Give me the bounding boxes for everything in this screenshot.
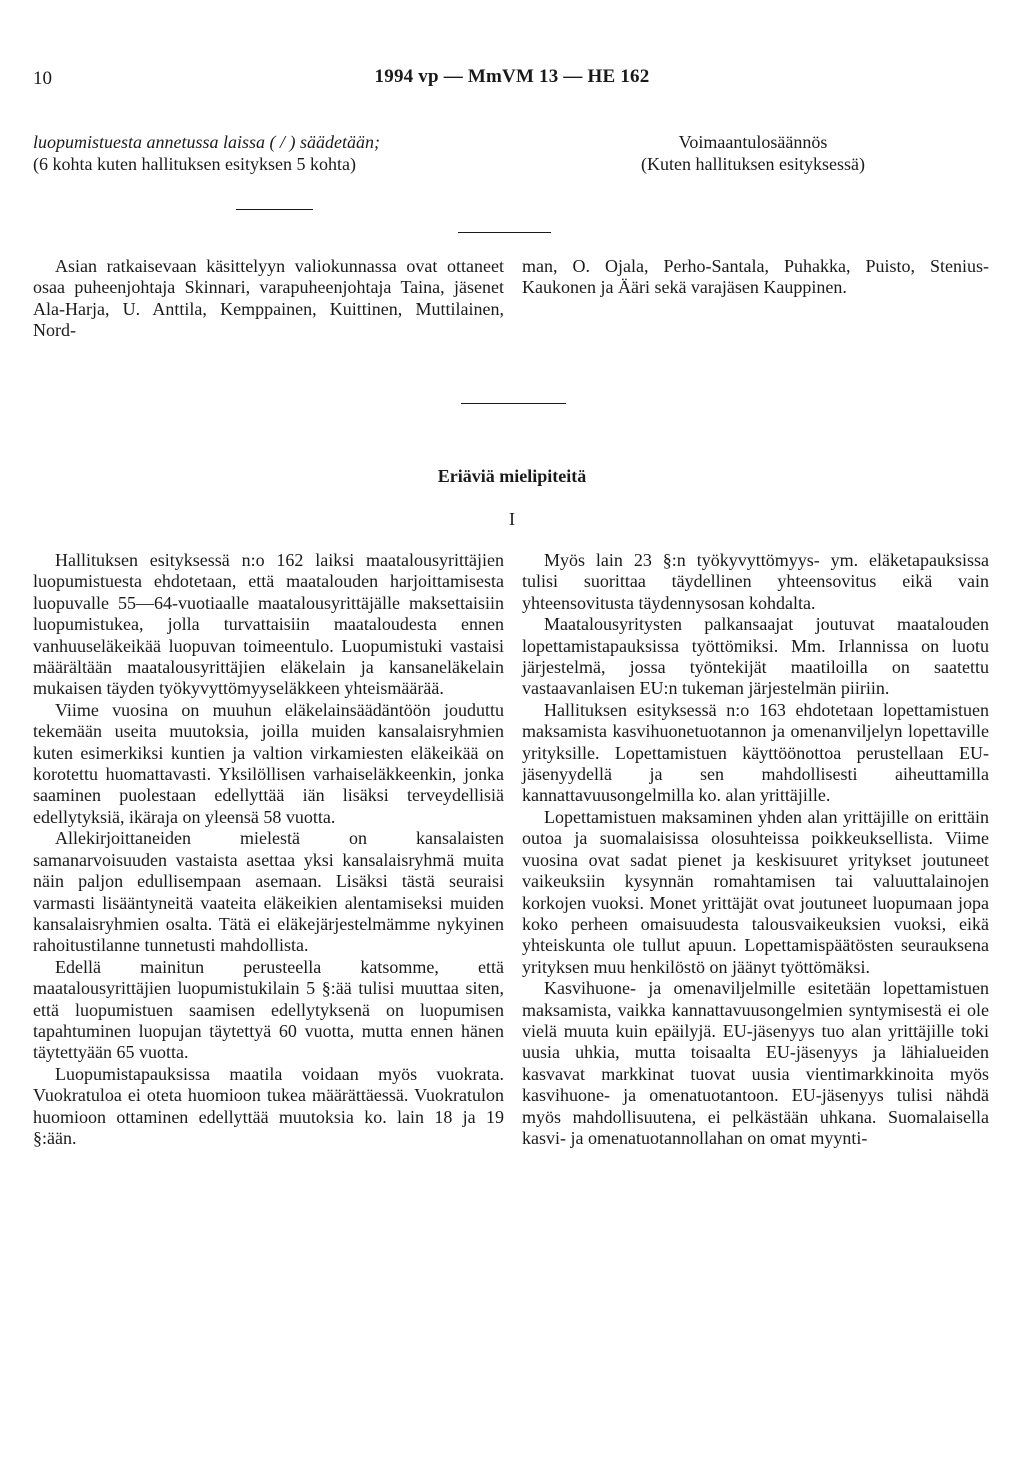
committee-right: [522, 256, 989, 299]
rule-center: [461, 403, 566, 404]
body-right-paragraph: Hallituksen esityksessä n:o 163 ehdotetaan lopettamistuen maksamista kasvihuonetuotannon ja omenanviljelyn lopettaville yrityksille. Lopettamistuen käyttöönottoa perustellaan EU-jäsenyydellä ja sen mahdollisesti aiheuttamilla kannattavuusongelmilla ko. alan yrittäjille.: [522, 699, 989, 806]
intro-right-note: (Kuten hallituksen esityksessä): [641, 154, 865, 174]
body-right-paragraph: Myös lain 23 §:n työkyvyttömyys- ym. eläketapauksissa tulisi suorittaa täydellinen yhteensovitus eikä vain yhteensovitusta täydennysosan kohdalta.: [522, 550, 989, 613]
intro-left-italic: luopumistuesta annetussa laissa ( / ) säädetään;: [33, 132, 380, 152]
intro-left: [33, 131, 511, 175]
intro-right-title: Voimaantulosäännös: [678, 132, 828, 152]
rule-right: [458, 232, 551, 233]
body-right-paragraph: Maatalousyritysten palkansaajat joutuvat maatalouden lopettamistapauksissa työttömiksi. Mm. Irlannissa on luotu järjestelmä, jossa työntekijät maatiloilla on saatettu vastaavanlaisen EU:n tukeman järjestelmän piiriin.: [522, 614, 989, 699]
section-numeral: I: [509, 509, 515, 529]
intro-left-plain: (6 kohta kuten hallituksen esityksen 5 kohta): [33, 154, 356, 174]
body-left-paragraph: Edellä mainitun perusteella katsomme, että maatalousyrittäjien luopumistukilain 5 §:ää tulisi muuttaa siten, että luopumistuen saamisen edellytyksenä on luopumisen tapahtuminen luopujan täytettyä 60 vuotta, mutta ennen hänen täytettyään 65 vuotta.: [33, 956, 504, 1063]
body-left-paragraph: Allekirjoittaneiden mielestä on kansalaisten samanarvoisuuden vastaista asettaa yksi kansalaisryhmä muita näin paljon edullisempaan asemaan. Lisäksi tästä seuraisi varmasti lisääntyneitä vaateita eläkeikien alentamiseksi muiden kansalaisryhmien osalta. Tätä ei eläkejärjestelmämme nykyinen rahoitustilanne tunnetusti mahdollista.: [33, 828, 504, 956]
body-left-column: [33, 550, 504, 1149]
body-right-paragraph: Kasvihuone- ja omenaviljelmille esitetään lopettamistuen maksamista, vaikka kannattavuusongelmien syntymisestä ei ole vielä muuta kuin epäilyjä. EU-jäsenyys tuo alan yrittäjille toki uusia uhkia, mutta toisaalta EU-jäsenyys ja lähialueiden kasvavat markkinat tuovat uusia vientimarkkinoita myös kasvihuone- ja omenatuotantoon. EU-jäsenyys tulisi nähdä myös mahdollisuutena, ei pelkästään uhkana. Suomalaisella kasvi- ja omenatuotannollahan on omat myynti-: [522, 978, 989, 1148]
body-right-column: [522, 550, 989, 1149]
running-header: 1994 vp — MmVM 13 — HE 162: [374, 66, 650, 87]
body-left-paragraph: Luopumistapauksissa maatila voidaan myös vuokrata. Vuokratuloa ei oteta huomioon tukea määrättäessä. Vuokratulon huomioon ottaminen edellyttää muutoksia ko. lain 18 ja 19 §:ään.: [33, 1063, 504, 1148]
committee-right-text: man, O. Ojala, Perho-Santala, Puhakka, Puisto, Stenius-Kaukonen ja Ääri sekä varajäsen Kauppinen.: [522, 256, 989, 298]
intro-right: [518, 131, 988, 175]
body-right-paragraph: Lopettamistuen maksaminen yhden alan yrittäjille on erittäin outoa ja suomalaisissa olosuhteissa poikkeuksellista. Viime vuosina ovat sadat pienet ja keskisuuret yritykset joutuneet vaikeuksiin kysynnän romahtamisen tai valuuttalainojen korkojen vuoksi. Monet yrittäjät ovat joutuneet luopumaan jopa koko perheen omaisuudesta talousvaikeuksien vuoksi, eikä yhteiskunta ole tullut apuun. Lopettamispäätösten seurauksena yrityksen muu henkilöstö on jäänyt työttömäksi.: [522, 806, 989, 977]
body-left-paragraph: Viime vuosina on muuhun eläkelainsäädäntöön jouduttu tekemään useita muutoksia, joilla muiden kansalaisryhmien kuten esimerkiksi kuntien ja valtion virkamiesten eläkeikää on korotettu huomattavasti. Yksilöllisen varhaiseläkkeenkin, jonka saaminen puolestaan edellyttää iän lisäksi terveydellisiä edellytyksiä, ikäraja on yleensä 58 vuotta.: [33, 699, 504, 827]
section-title: Eriäviä mielipiteitä: [437, 466, 587, 486]
body-left-paragraph: Hallituksen esityksessä n:o 162 laiksi maatalousyrittäjien luopumistuesta ehdotetaan, että maatalouden harjoittamisesta luopuvalle 55—64-vuotiaalle maatalousyrittäjälle maksettaisiin luopumistukea, jolla turvattaisiin maataloudesta ennen vanhuuseläkeikää luopuvan toimeentulo. Luopumistuki vastaisi määrältään maatalousyrittäjien eläkelain ja kansaneläkelain mukaisen täyden työkyvyttömyyseläkkeen yhteismäärää.: [33, 550, 504, 699]
committee-left-text: Asian ratkaisevaan käsittelyyn valiokunnassa ovat ottaneet osaa puheenjohtaja Skinnari, varapuheenjohtaja Taina, jäsenet Ala-Harja, U. Anttila, Kemppainen, Kuittinen, Muttilainen, Nord-: [33, 256, 504, 341]
committee-left: [33, 256, 504, 342]
page-number: 10: [33, 68, 52, 89]
rule-left: [236, 209, 313, 210]
